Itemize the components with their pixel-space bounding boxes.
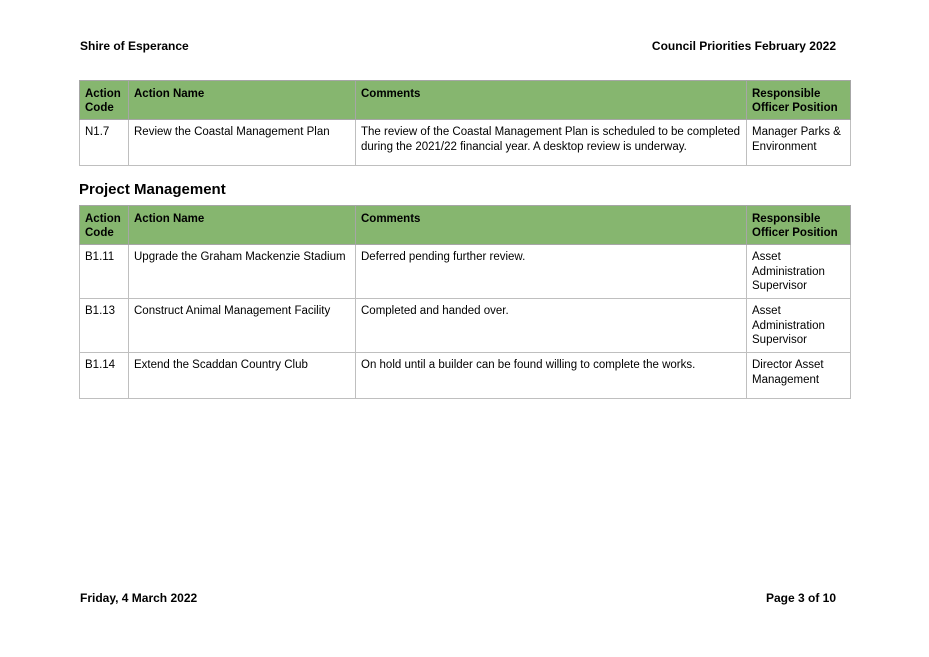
responsible-officer-cell: Manager Parks & Environment bbox=[747, 120, 851, 166]
column-header-responsible-officer: Responsible Officer Position bbox=[747, 206, 851, 245]
responsible-officer-cell: Asset Administration Supervisor bbox=[747, 299, 851, 353]
action-name-cell: Extend the Scaddan Country Club bbox=[129, 353, 356, 399]
action-name-cell: Construct Animal Management Facility bbox=[129, 299, 356, 353]
responsible-officer-cell: Asset Administration Supervisor bbox=[747, 245, 851, 299]
table-header-row bbox=[80, 81, 851, 120]
action-name-cell: Review the Coastal Management Plan bbox=[129, 120, 356, 166]
page-number: Page 3 of 10 bbox=[765, 591, 836, 605]
organization-name: Shire of Esperance bbox=[80, 39, 189, 53]
action-code-cell: B1.14 bbox=[80, 353, 129, 399]
table-row bbox=[80, 245, 851, 299]
action-code-cell: N1.7 bbox=[80, 120, 129, 166]
table-row bbox=[80, 299, 851, 353]
responsible-officer-cell: Director Asset Management bbox=[747, 353, 851, 399]
comments-cell: Completed and handed over. bbox=[356, 299, 747, 353]
column-header-action-name: Action Name bbox=[129, 206, 356, 245]
comments-cell: The review of the Coastal Management Plan is scheduled to be completed during the 2021/22 financial year. A desktop review is underway. bbox=[356, 120, 747, 166]
table-row bbox=[80, 120, 851, 166]
column-header-comments: Comments bbox=[356, 81, 747, 120]
action-name-cell: Upgrade the Graham Mackenzie Stadium bbox=[129, 245, 356, 299]
column-header-responsible-officer: Responsible Officer Position bbox=[747, 81, 851, 120]
table-header-row bbox=[80, 206, 851, 245]
section-heading-project-management: Project Management bbox=[79, 181, 226, 198]
column-header-comments: Comments bbox=[356, 206, 747, 245]
column-header-action-code: Action Code bbox=[80, 81, 129, 120]
comments-cell: Deferred pending further review. bbox=[356, 245, 747, 299]
action-code-cell: B1.13 bbox=[80, 299, 129, 353]
actions-table-project-management bbox=[79, 205, 851, 399]
comments-cell: On hold until a builder can be found willing to complete the works. bbox=[356, 353, 747, 399]
actions-table-environment bbox=[79, 80, 851, 166]
footer-date: Friday, 4 March 2022 bbox=[80, 591, 198, 605]
column-header-action-code: Action Code bbox=[80, 206, 129, 245]
column-header-action-name: Action Name bbox=[129, 81, 356, 120]
table-row bbox=[80, 353, 851, 399]
action-code-cell: B1.11 bbox=[80, 245, 129, 299]
document-title: Council Priorities February 2022 bbox=[651, 39, 836, 53]
